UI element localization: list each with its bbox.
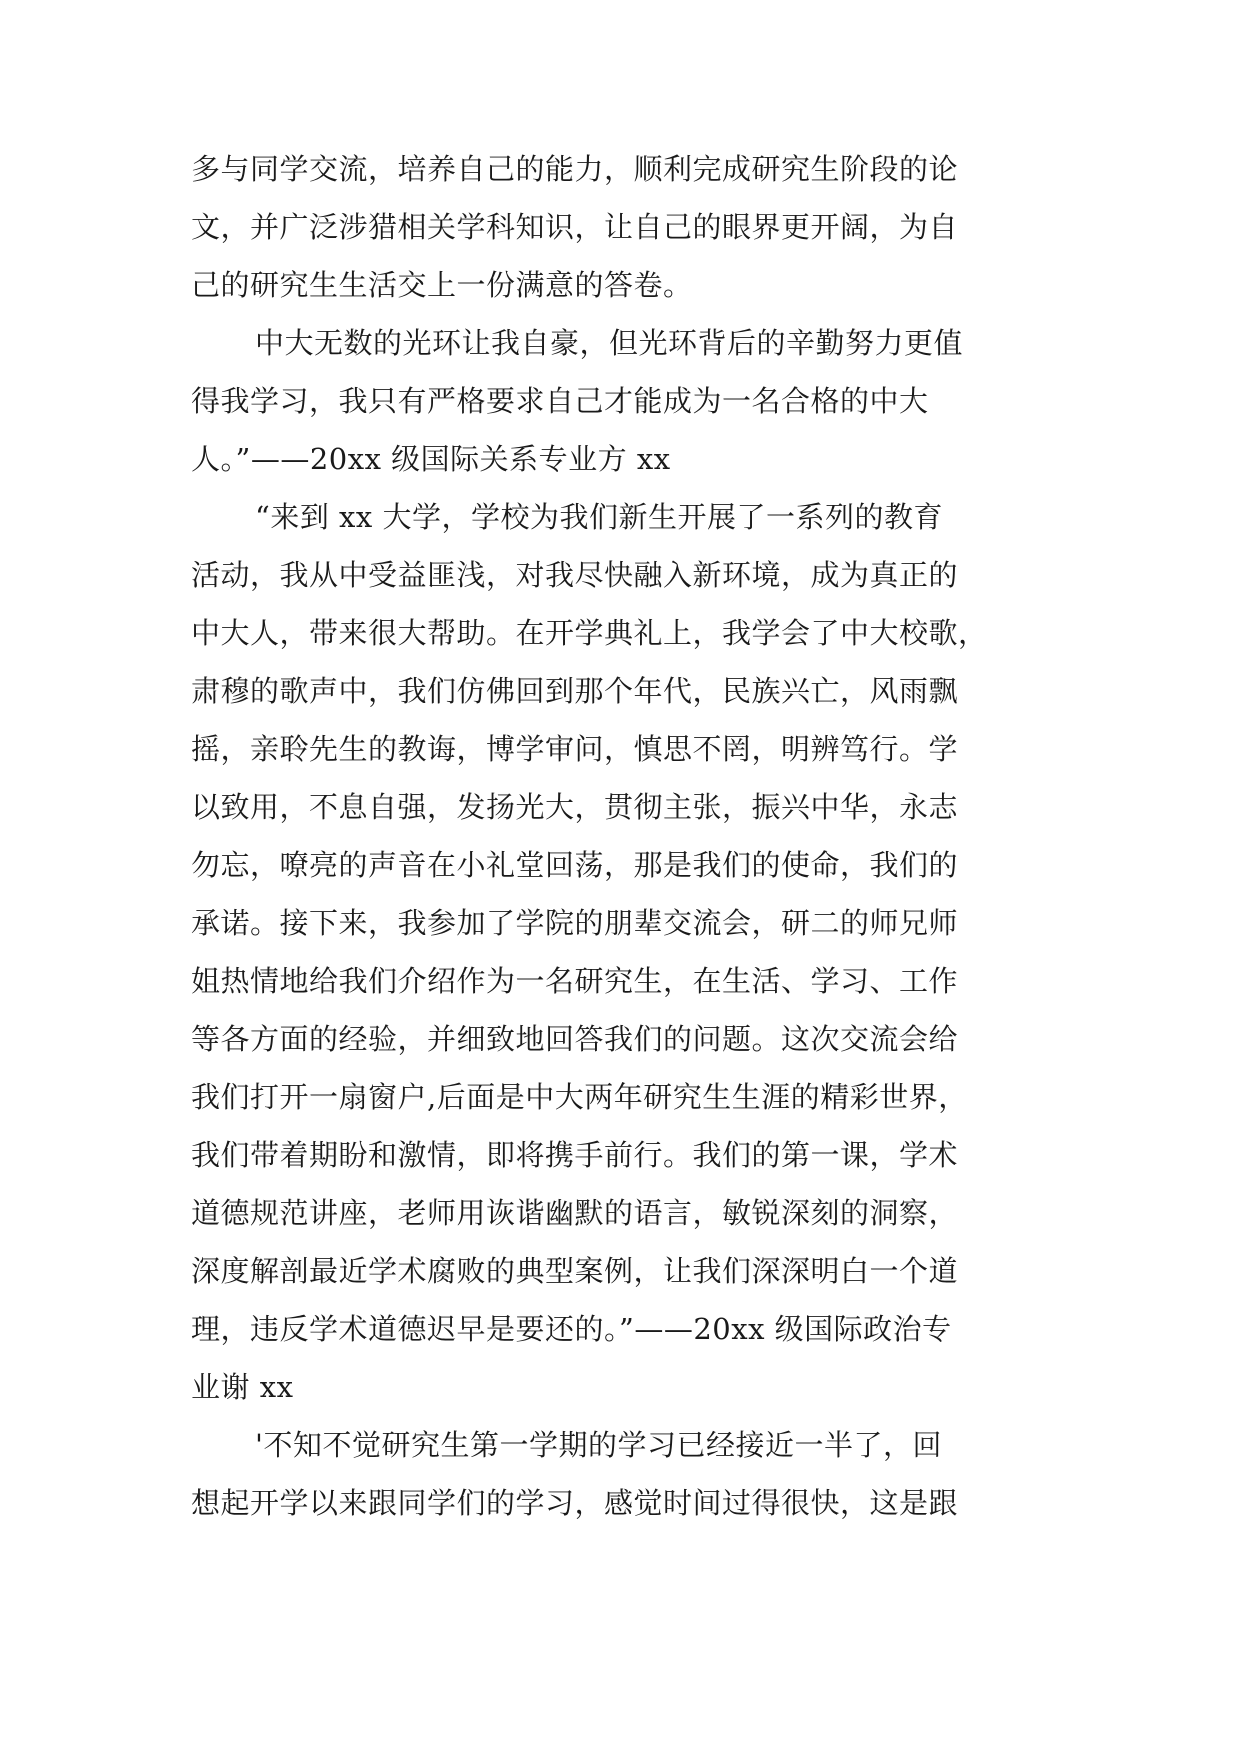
text-line: 想起开学以来跟同学们的学习，感觉时间过得很快，这是跟 bbox=[191, 1486, 959, 1520]
text-line: 承诺。接下来，我参加了学院的朋辈交流会，研二的师兄师 bbox=[191, 906, 959, 940]
text-line: “来到 xx 大学，学校为我们新生开展了一系列的教育 bbox=[255, 500, 943, 534]
text-line: 我们带着期盼和激情，即将携手前行。我们的第一课，学术 bbox=[191, 1138, 959, 1172]
text-line: 以致用，不息自强，发扬光大，贯彻主张，振兴中华，永志 bbox=[191, 790, 959, 824]
text-line: 等各方面的经验，并细致地回答我们的问题。这次交流会给 bbox=[191, 1022, 959, 1056]
text-line: 中大人，带来很大帮助。在开学典礼上，我学会了中大校歌， bbox=[191, 616, 988, 650]
paragraph-1 bbox=[191, 140, 1053, 314]
text-line: 得我学习，我只有严格要求自己才能成为一名合格的中大 bbox=[191, 384, 929, 418]
text-line: '不知不觉研究生第一学期的学习已经接近一半了，回 bbox=[255, 1428, 942, 1462]
text-line: 活动，我从中受益匪浅，对我尽快融入新环境，成为真正的 bbox=[191, 558, 959, 592]
text-line: 姐热情地给我们介绍作为一名研究生，在生活、学习、工作 bbox=[191, 964, 959, 998]
text-line: 多与同学交流，培养自己的能力，顺利完成研究生阶段的论 bbox=[191, 152, 959, 186]
paragraph-2 bbox=[191, 314, 1053, 488]
text-line: 人。”——20xx 级国际关系专业方 xx bbox=[191, 442, 671, 476]
text-line: 文，并广泛涉猎相关学科知识，让自己的眼界更开阔，为自 bbox=[191, 210, 959, 244]
text-line: 深度解剖最近学术腐败的典型案例，让我们深深明白一个道 bbox=[191, 1254, 959, 1288]
text-line: 中大无数的光环让我自豪，但光环背后的辛勤努力更值 bbox=[255, 326, 964, 360]
text-line: 己的研究生生活交上一份满意的答卷。 bbox=[191, 268, 693, 302]
text-line: 业谢 xx bbox=[191, 1370, 294, 1404]
text-line: 道德规范讲座，老师用诙谐幽默的语言，敏锐深刻的洞察， bbox=[191, 1196, 959, 1230]
text-line: 摇，亲聆先生的教诲，博学审问，慎思不罔，明辨笃行。学 bbox=[191, 732, 959, 766]
paragraph-4 bbox=[191, 1416, 1053, 1532]
text-line: 理，违反学术道德迟早是要还的。”——20xx 级国际政治专 bbox=[191, 1312, 952, 1346]
document-page bbox=[191, 140, 1053, 1532]
text-line: 我们打开一扇窗户,后面是中大两年研究生生涯的精彩世界， bbox=[191, 1080, 968, 1114]
text-line: 肃穆的歌声中，我们仿佛回到那个年代，民族兴亡，风雨飘 bbox=[191, 674, 959, 708]
paragraph-3 bbox=[191, 488, 1053, 1416]
text-line: 勿忘，嘹亮的声音在小礼堂回荡，那是我们的使命，我们的 bbox=[191, 848, 959, 882]
